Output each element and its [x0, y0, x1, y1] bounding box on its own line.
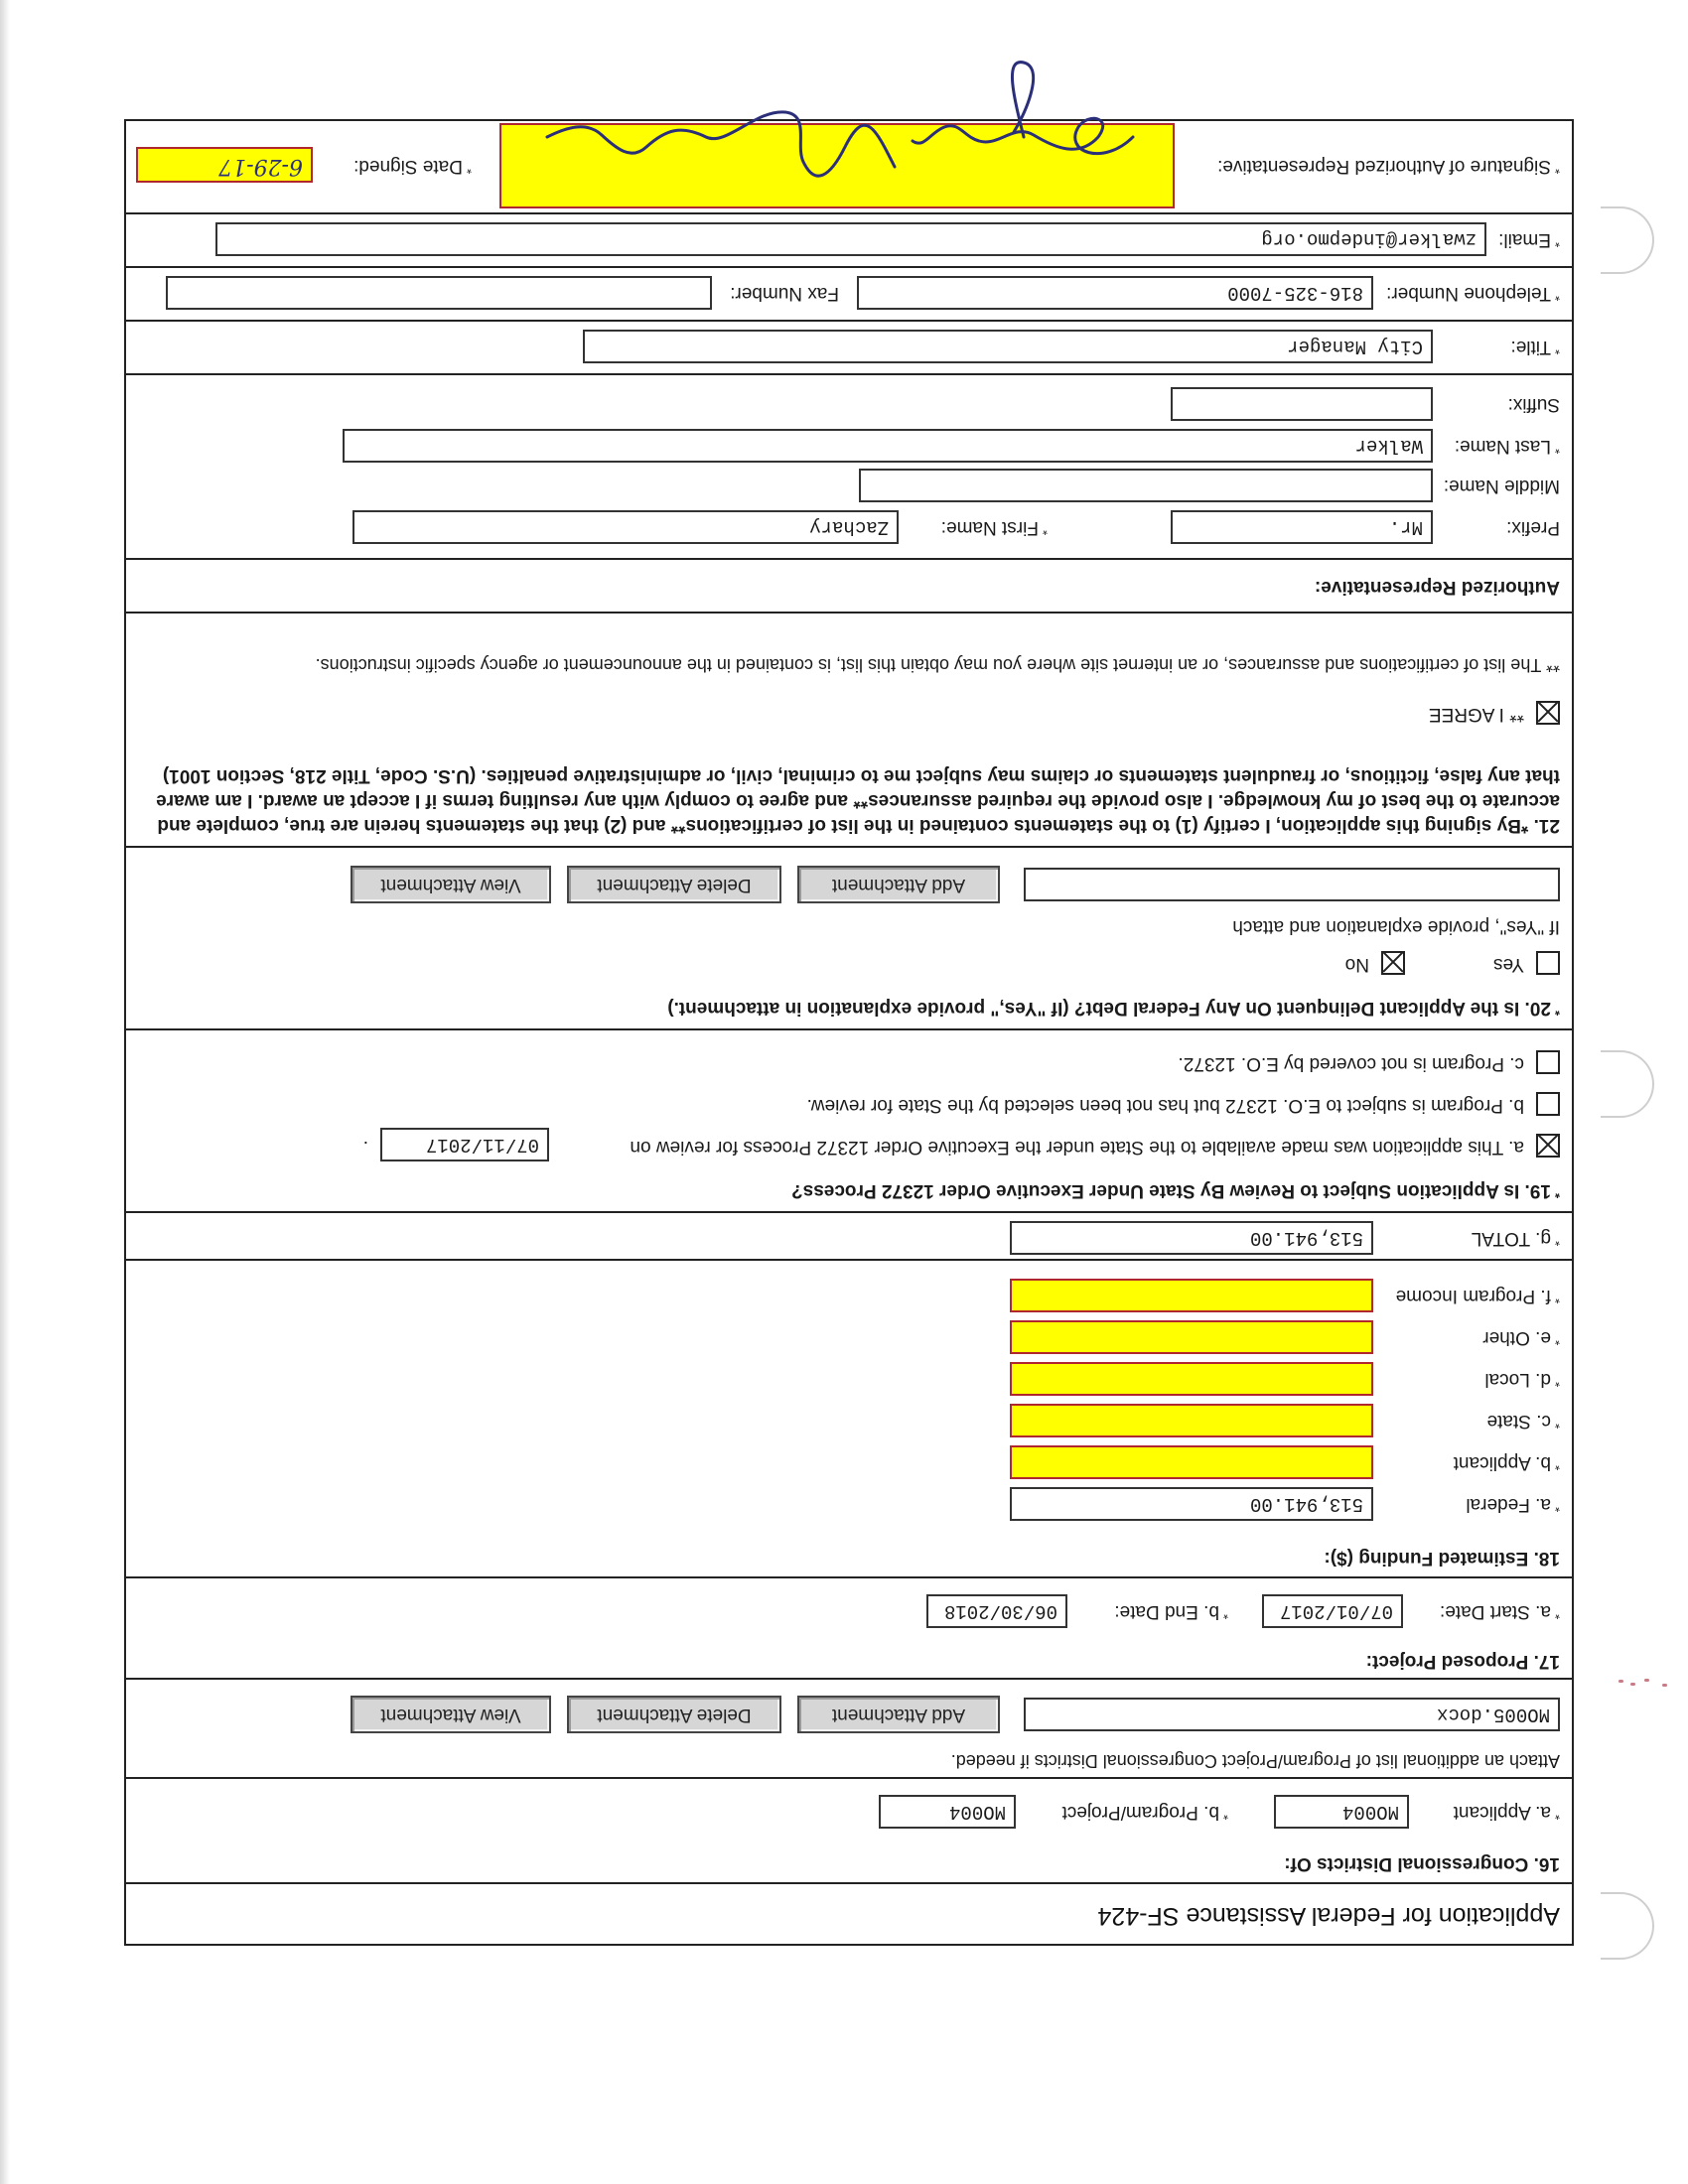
- funding-label-total: *g. TOTAL: [1471, 1228, 1560, 1249]
- program-district-input[interactable]: MO004: [879, 1795, 1016, 1829]
- certification-footnote: ** The list of certifications and assurances, or an internet site where you may obtain this list, is contained in the announcement or agency specific instructions.: [315, 655, 1560, 675]
- signature-row: [126, 117, 1572, 212]
- middle-name-label: Middle Name:: [1443, 476, 1560, 496]
- handwritten-signature: [497, 58, 1173, 206]
- funding-label-local: *d. Local: [1484, 1369, 1560, 1390]
- date-signed-value: 6-29-17: [218, 154, 303, 179]
- scan-artifact: [1618, 1678, 1678, 1688]
- funding-total-row: [126, 1211, 1572, 1259]
- section-17-proposed-project: [126, 1576, 1572, 1678]
- eo12372-option-a-checkbox[interactable]: [1536, 1134, 1560, 1158]
- form-title: Application for Federal Assistance SF-424: [1097, 1902, 1560, 1930]
- middle-name-input[interactable]: [859, 469, 1433, 502]
- funding-label-applicant: *b. Applicant: [1453, 1452, 1560, 1473]
- start-date-input[interactable]: 07/01/2017: [1262, 1594, 1403, 1628]
- authorized-representative-heading-row: [126, 558, 1572, 612]
- representative-phone-row: [126, 266, 1572, 320]
- first-name-label: *First Name:: [940, 517, 1048, 538]
- section-19-eo12372: [126, 1028, 1572, 1211]
- representative-email-row: [126, 212, 1572, 266]
- fax-input[interactable]: [166, 276, 712, 310]
- debt-yes-checkbox[interactable]: [1536, 951, 1560, 975]
- fax-label: Fax Number:: [730, 283, 839, 304]
- section-21-certification: [126, 612, 1572, 846]
- end-date-label: *b. End Date:: [1114, 1601, 1228, 1622]
- funding-label-state: *c. State: [1486, 1411, 1560, 1432]
- debt-explanation-note: If "Yes", provide explanation and attach: [1232, 916, 1560, 937]
- funding-input-total[interactable]: 513,941.00: [1010, 1221, 1373, 1255]
- form-title-section: [126, 1882, 1572, 1944]
- section-16-heading: 16. Congressional Districts Of:: [1284, 1853, 1560, 1874]
- eo12372-option-a-label: a. This application was made available to the State under the Executive Order 12372 Process for review on: [630, 1137, 1524, 1158]
- email-input[interactable]: zwalker@indepmo.org: [215, 222, 1486, 256]
- i-agree-label: ** I AGREE: [1428, 704, 1524, 725]
- first-name-input[interactable]: Zachary: [352, 510, 899, 544]
- district-attachment-file: MO005.docx: [1024, 1698, 1560, 1731]
- punch-hole: [1601, 206, 1654, 274]
- title-label: *Title:: [1510, 337, 1560, 357]
- i-agree-checkbox[interactable]: [1536, 701, 1560, 725]
- eo12372-review-date-input[interactable]: 07/11/2017: [380, 1128, 549, 1161]
- email-label: *Email:: [1498, 229, 1560, 250]
- date-signed-label: *Date Signed:: [353, 156, 472, 177]
- section-18-estimated-funding: [126, 1259, 1572, 1576]
- section-20-heading: *20. Is the Applicant Delinquent On Any Federal Debt? (If "Yes," provide explanation in attachment.): [667, 998, 1560, 1019]
- prefix-label: Prefix:: [1506, 517, 1560, 538]
- title-input[interactable]: City Manager: [583, 330, 1433, 363]
- funding-label-program-income: *f. Program Income: [1395, 1286, 1560, 1306]
- funding-input-local[interactable]: [1010, 1362, 1373, 1396]
- prefix-input[interactable]: Mr.: [1171, 510, 1433, 544]
- debt-delete-attachment-button[interactable]: Delete Attachment: [567, 866, 781, 903]
- suffix-label: Suffix:: [1507, 394, 1560, 415]
- section-16-congressional-districts: [126, 1777, 1572, 1882]
- district-delete-attachment-button[interactable]: Delete Attachment: [567, 1696, 781, 1733]
- eo12372-option-c-label: c. Program is not covered by E.O. 12372.: [1178, 1053, 1524, 1074]
- scan-edge: [0, 0, 10, 2184]
- representative-title-row: [126, 320, 1572, 373]
- start-date-label: *a. Start Date:: [1439, 1601, 1560, 1622]
- funding-input-program-income[interactable]: [1010, 1279, 1373, 1312]
- section-20-federal-debt: [126, 846, 1572, 1028]
- last-name-input[interactable]: Walker: [343, 429, 1433, 463]
- eo12372-option-b-checkbox[interactable]: [1536, 1092, 1560, 1116]
- telephone-input[interactable]: 816-325-7000: [857, 276, 1373, 310]
- district-add-attachment-button[interactable]: Add Attachment: [797, 1696, 1000, 1733]
- debt-no-label: No: [1344, 954, 1369, 975]
- section-18-heading: 18. Estimated Funding ($):: [1324, 1548, 1560, 1569]
- eo12372-option-a-period: .: [362, 1137, 368, 1158]
- debt-attachment-file: [1024, 868, 1560, 901]
- funding-input-state[interactable]: [1010, 1404, 1373, 1437]
- debt-no-checkbox[interactable]: [1381, 951, 1405, 975]
- funding-input-other[interactable]: [1010, 1320, 1373, 1354]
- telephone-label: *Telephone Number:: [1386, 283, 1560, 304]
- section-17-heading: 17. Proposed Project:: [1365, 1651, 1560, 1672]
- authorized-representative-heading: Authorized Representative:: [1314, 577, 1560, 598]
- debt-view-attachment-button[interactable]: View Attachment: [351, 866, 551, 903]
- district-view-attachment-button[interactable]: View Attachment: [351, 1696, 551, 1733]
- last-name-label: *Last Name:: [1454, 436, 1560, 457]
- funding-input-federal[interactable]: 513,941.00: [1010, 1487, 1373, 1521]
- eo12372-option-c-checkbox[interactable]: [1536, 1050, 1560, 1074]
- representative-name-section: [126, 373, 1572, 558]
- suffix-input[interactable]: [1171, 387, 1433, 421]
- eo12372-option-b-label: b. Program is subject to E.O. 12372 but has not been selected by the State for review.: [806, 1095, 1524, 1116]
- signature-field[interactable]: [499, 123, 1175, 208]
- district-attachment-section: [126, 1678, 1572, 1777]
- end-date-input[interactable]: 06/30/2018: [926, 1594, 1067, 1628]
- applicant-district-label: *a. Applicant: [1453, 1802, 1560, 1823]
- funding-label-other: *e. Other: [1482, 1327, 1560, 1348]
- punch-hole: [1601, 1050, 1654, 1118]
- funding-input-applicant[interactable]: [1010, 1445, 1373, 1479]
- date-signed-input[interactable]: [136, 147, 313, 183]
- applicant-district-input[interactable]: MO004: [1274, 1795, 1409, 1829]
- debt-add-attachment-button[interactable]: Add Attachment: [797, 866, 1000, 903]
- signature-label: *Signature of Authorized Representative:: [1217, 156, 1560, 177]
- certification-statement: 21. *By signing this application, I certify (1) to the statements contained in the list of certifications** and (2) that the statements herein are true, complete and accurate to the best of my knowledge. I also provide the required assurances** and agree to comply with any resulting terms if I accept an award. I am aware that any false, fictitious, or fraudulent statements or claims may subject me to criminal, civil, or administrative penalties. (U.S. Code, Title 218, Section 1001): [156, 765, 1560, 836]
- program-district-label: *b. Program/Project: [1061, 1802, 1228, 1823]
- debt-yes-label: Yes: [1493, 954, 1524, 975]
- district-attachment-note: Attach an additional list of Program/Project Congressional Districts if needed.: [950, 1751, 1560, 1771]
- punch-hole: [1601, 1892, 1654, 1960]
- sf424-form-page: [124, 119, 1574, 1946]
- funding-label-federal: *a. Federal: [1466, 1494, 1560, 1515]
- section-19-heading: *19. Is Application Subject to Review By State Under Executive Order 12372 Process?: [791, 1180, 1560, 1201]
